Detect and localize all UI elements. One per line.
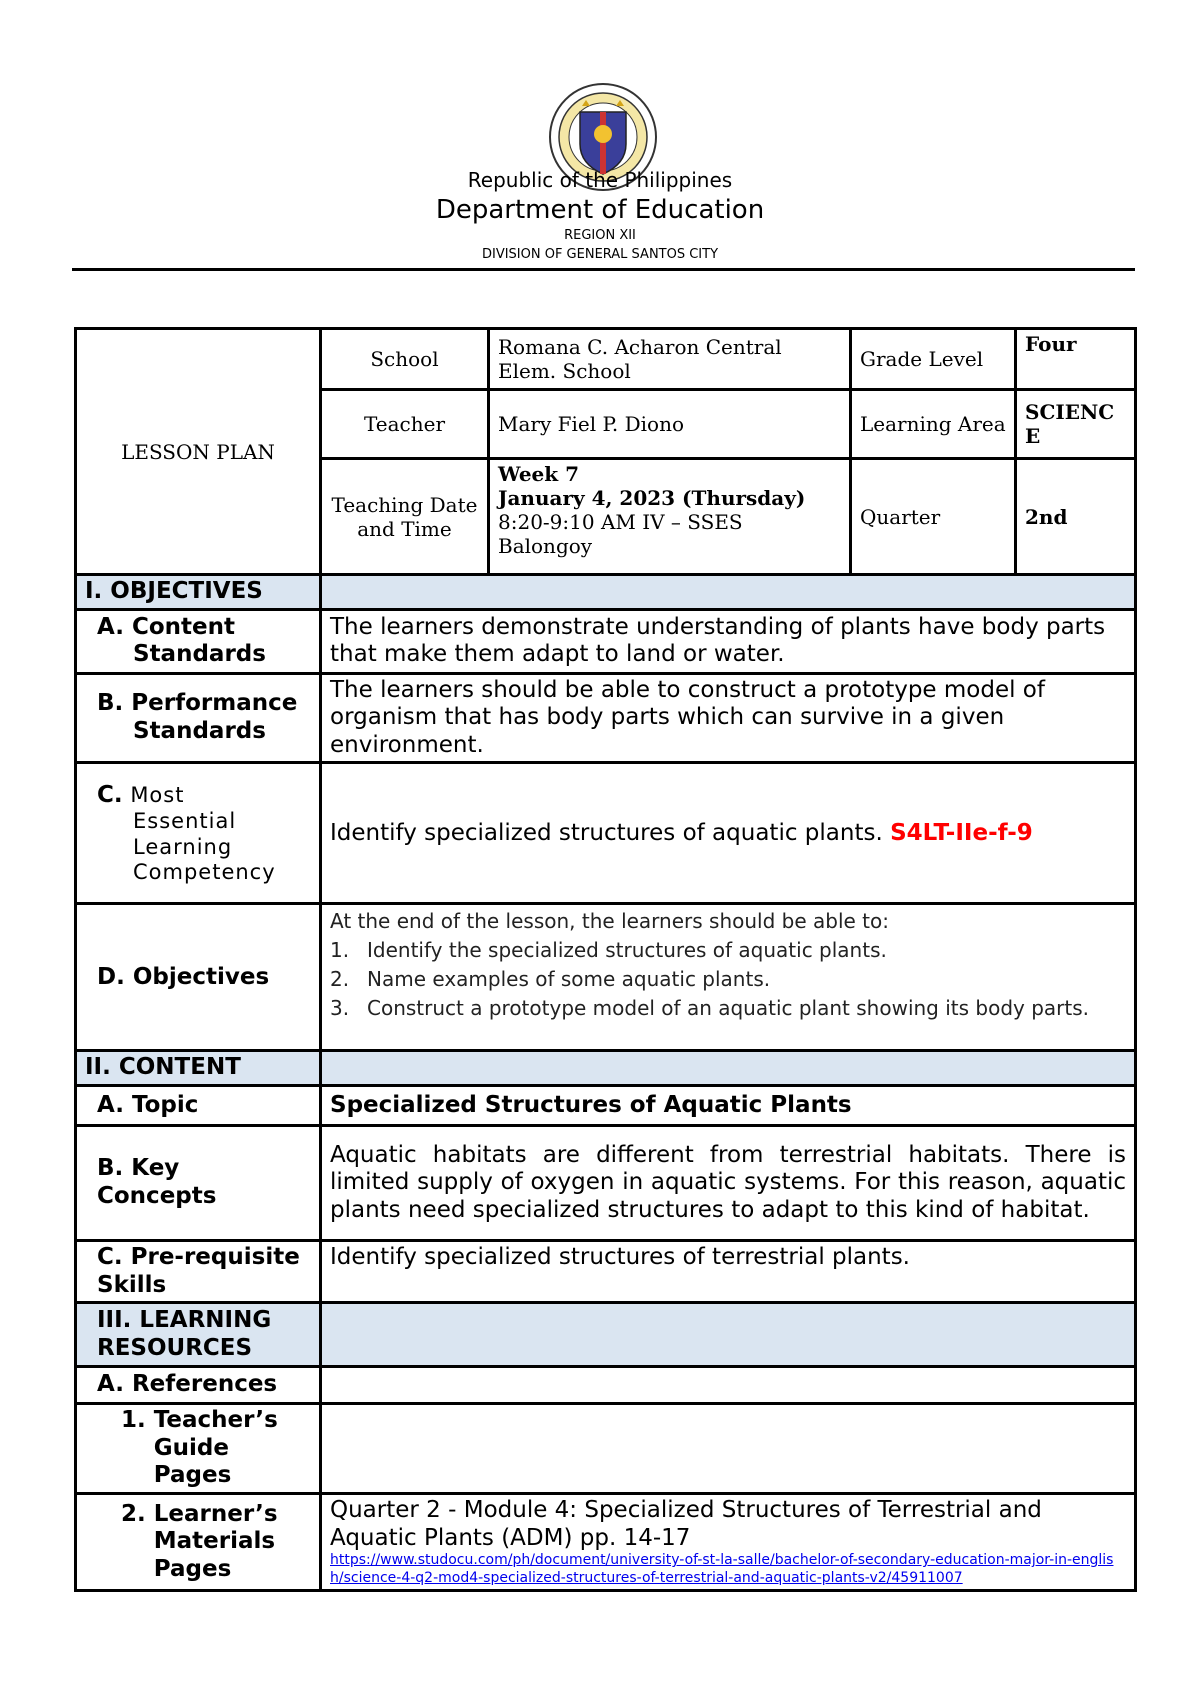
learners-materials-row — [76, 1494, 1136, 1591]
quarter-label: Quarter — [851, 459, 1016, 575]
header-divider — [72, 268, 1135, 271]
melc-label: C. Most Essential Learning Competency — [76, 763, 321, 904]
teacher-label: Teacher — [321, 390, 489, 459]
topic-value: Specialized Structures of Aquatic Plants — [321, 1085, 1136, 1125]
lesson-plan-table — [74, 327, 1137, 1592]
teachers-guide-label: 1. Teacher’s Guide Pages — [76, 1404, 321, 1494]
melc-text: Identify specialized structures of aquatic plants. S4LT-IIe-f-9 — [321, 763, 1136, 904]
school-value: Romana C. Acharon Central Elem. School — [489, 329, 851, 390]
topic-label: A. Topic — [76, 1085, 321, 1125]
references-row — [76, 1367, 1136, 1404]
module-link[interactable]: https://www.studocu.com/ph/document/university-of-st-la-salle/bachelor-of-secondary-education-major-in-english/science-4-q2-mod4-specialized-structures-of-terrestrial-and-aquatic-plants-v2/45911007 — [330, 1552, 1114, 1586]
department-heading: Department of Education — [435, 195, 765, 225]
week-text: Week 7 — [498, 462, 580, 486]
school-label: School — [321, 329, 489, 390]
learning-area-value: SCIENCE — [1016, 390, 1136, 459]
objectives-label: D. Objectives — [76, 904, 321, 1051]
performance-standards-text: The learners should be able to construct a prototype model of organism that has body parts which can survive in a given environment. — [321, 673, 1136, 763]
learners-materials-text: Quarter 2 - Module 4: Specialized Structures of Terrestrial and Aquatic Plants (ADM) pp. 14-17 — [330, 1497, 1042, 1551]
grade-level-value: Four — [1016, 329, 1136, 390]
content-heading-row — [76, 1051, 1136, 1086]
teachers-guide-row — [76, 1404, 1136, 1494]
topic-row — [76, 1085, 1136, 1125]
objective-item: 1. Identify the specialized structures of aquatic plants. — [330, 938, 887, 963]
region-heading: REGION XII — [564, 228, 636, 243]
objectives-heading: I. OBJECTIVES — [76, 575, 321, 610]
objective-item: 2. Name examples of some aquatic plants. — [330, 967, 771, 992]
teaching-datetime-value — [489, 459, 851, 575]
learners-materials-value — [321, 1494, 1136, 1591]
content-standards-row — [76, 609, 1136, 673]
objectives-row — [76, 904, 1136, 1051]
objectives-text — [321, 904, 1136, 1051]
prerequisite-text: Identify specialized structures of terrestrial plants. — [321, 1240, 1136, 1302]
key-concepts-text: Aquatic habitats are different from terrestrial habitats. There is limited supply of oxygen in aquatic systems. For this reason, aquatic plants need specialized structures to adapt to this kind of habitat. — [321, 1125, 1136, 1240]
objectives-list — [330, 936, 1126, 1023]
objectives-intro: At the end of the lesson, the learners should be able to: — [330, 909, 889, 934]
objectives-heading-fill — [321, 575, 1136, 610]
melc-code: S4LT-IIe-f-9 — [890, 819, 1033, 846]
republic-heading: Republic of the Philippines — [467, 168, 733, 192]
time-text: 8:20-9:10 AM IV – SSES Balongoy — [498, 510, 743, 558]
grade-level-label: Grade Level — [851, 329, 1016, 390]
objective-item: 3. Construct a prototype model of an aquatic plant showing its body parts. — [330, 996, 1090, 1021]
teachers-guide-value — [321, 1404, 1136, 1494]
content-heading: II. CONTENT — [76, 1051, 321, 1086]
performance-standards-label: B. Performance Standards — [76, 673, 321, 763]
resources-heading-row — [76, 1303, 1136, 1367]
learners-materials-label: 2. Learner’s Materials Pages — [76, 1494, 321, 1591]
learning-area-label: Learning Area — [851, 390, 1016, 459]
prerequisite-label: C. Pre-requisite Skills — [76, 1240, 321, 1302]
references-label: A. References — [76, 1367, 321, 1404]
key-concepts-row — [76, 1125, 1136, 1240]
objectives-heading-row — [76, 575, 1136, 610]
references-value — [321, 1367, 1136, 1404]
date-text: January 4, 2023 (Thursday) — [498, 486, 806, 510]
content-standards-text: The learners demonstrate understanding of plants have body parts that make them adapt to land or water. — [321, 609, 1136, 673]
performance-standards-row — [76, 673, 1136, 763]
key-concepts-label: B. Key Concepts — [76, 1125, 321, 1240]
resources-heading-fill — [321, 1303, 1136, 1367]
lesson-plan-title: LESSON PLAN — [76, 329, 321, 575]
melc-row — [76, 763, 1136, 904]
info-row-school — [76, 329, 1136, 390]
teaching-datetime-label: Teaching Date and Time — [321, 459, 489, 575]
content-heading-fill — [321, 1051, 1136, 1086]
resources-heading: III. LEARNING RESOURCES — [76, 1303, 321, 1367]
content-standards-label: A. Content Standards — [76, 609, 321, 673]
prerequisite-row — [76, 1240, 1136, 1302]
teacher-value: Mary Fiel P. Diono — [489, 390, 851, 459]
division-heading: DIVISION OF GENERAL SANTOS CITY — [481, 247, 719, 262]
quarter-value: 2nd — [1016, 459, 1136, 575]
